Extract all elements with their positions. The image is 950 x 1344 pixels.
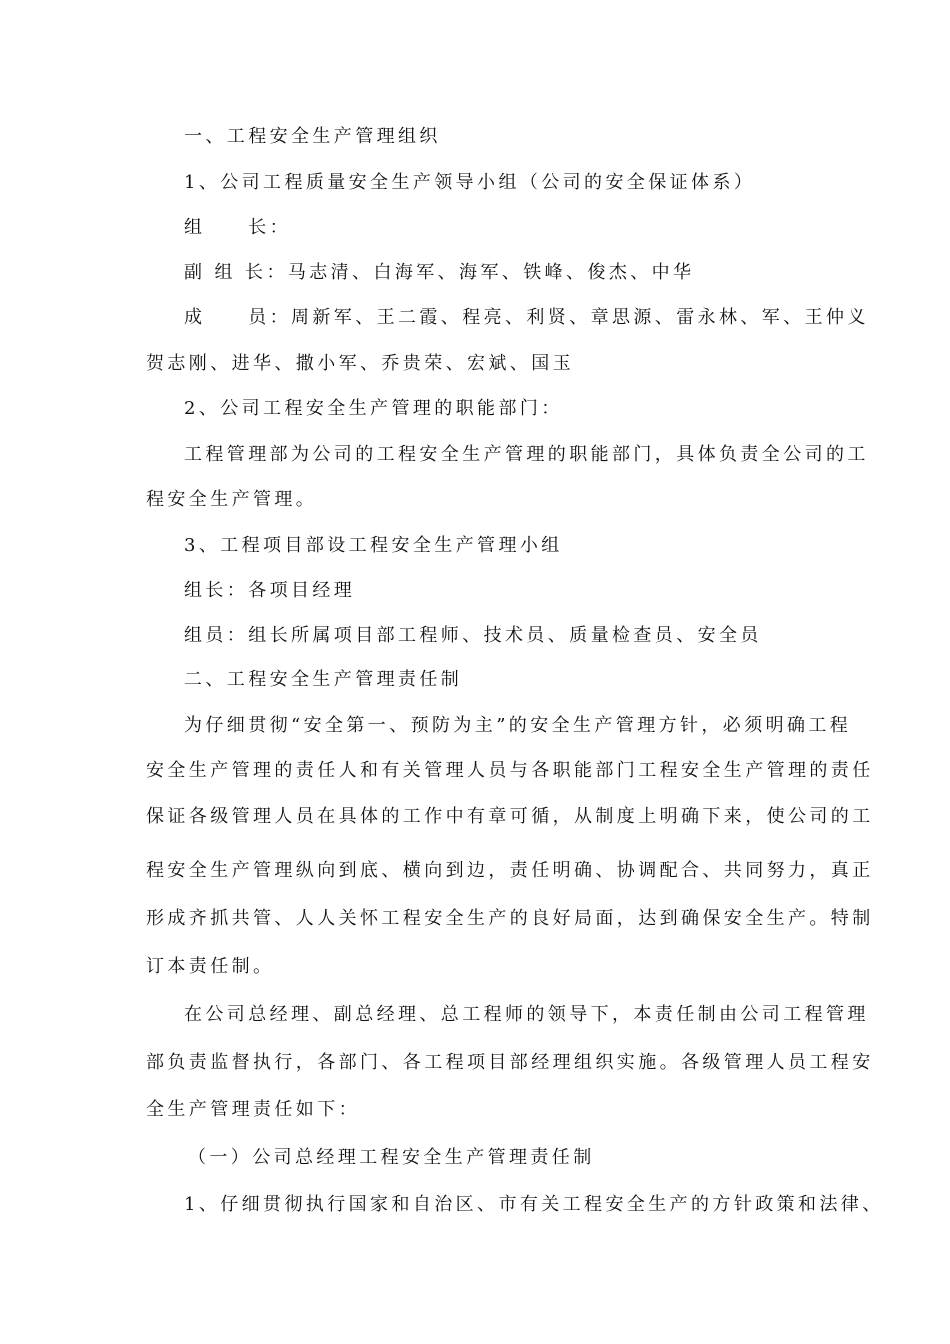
subsection-heading-2: 2、公司工程安全生产管理的职能部门： bbox=[184, 398, 563, 419]
paragraph-line: 1、仔细贯彻执行国家和自治区、市有关工程安全生产的方针政策和法律、 bbox=[184, 1194, 884, 1215]
paragraph-line: 在公司总经理、副总经理、总工程师的领导下，本责任制由公司工程管理 bbox=[184, 1004, 869, 1025]
deputy-leader-line: 副 组 长：马志清、白海军、海军、铁峰、俊杰、中华 bbox=[184, 262, 695, 283]
group-leader-line: 组长：各项目经理 bbox=[184, 580, 356, 601]
paragraph-line: 形成齐抓共管、人人关怀工程安全生产的良好局面，达到确保安全生产。特制 bbox=[146, 908, 874, 929]
section-heading-2: 二、工程安全生产管理责任制 bbox=[184, 669, 463, 690]
paragraph-line: 程安全生产管理纵向到底、横向到边，责任明确、协调配合、共同努力，真正 bbox=[146, 860, 874, 881]
subsection-heading-3: 3、工程项目部设工程安全生产管理小组 bbox=[184, 535, 563, 556]
group-members-line: 组员：组长所属项目部工程师、技术员、质量检查员、安全员 bbox=[184, 625, 762, 646]
paragraph-line: 订本责任制。 bbox=[146, 956, 275, 977]
paragraph-line: 保证各级管理人员在具体的工作中有章可循，从制度上明确下来，使公司的工 bbox=[146, 806, 874, 827]
paragraph-line: 工程管理部为公司的工程安全生产管理的职能部门，具体负责全公司的工 bbox=[184, 444, 869, 465]
paragraph-line: 安全生产管理的责任人和有关管理人员与各职能部门工程安全生产管理的责任 bbox=[146, 760, 874, 781]
subsection-heading-1: 1、公司工程质量安全生产领导小组（公司的安全保证体系） bbox=[184, 172, 756, 193]
subsection-heading-4: （一）公司总经理工程安全生产管理责任制 bbox=[188, 1147, 595, 1168]
paragraph-line: 全生产管理责任如下： bbox=[146, 1099, 360, 1120]
section-heading-1: 一、工程安全生产管理组织 bbox=[184, 126, 441, 147]
paragraph-line: 程安全生产管理。 bbox=[146, 489, 318, 510]
members-line: 成 员：周新军、王二霞、程亮、利贤、章思源、雷永林、军、王仲义 bbox=[184, 307, 869, 328]
members-line-continued: 贺志刚、进华、撒小军、乔贵荣、宏斌、国玉 bbox=[146, 353, 574, 374]
leader-line: 组 长： bbox=[184, 217, 291, 238]
paragraph-line: 部负责监督执行，各部门、各工程项目部经理组织实施。各级管理人员工程安 bbox=[146, 1052, 874, 1073]
paragraph-line: 为仔细贯彻“安全第一、预防为主”的安全生产管理方针，必须明确工程 bbox=[184, 715, 852, 736]
